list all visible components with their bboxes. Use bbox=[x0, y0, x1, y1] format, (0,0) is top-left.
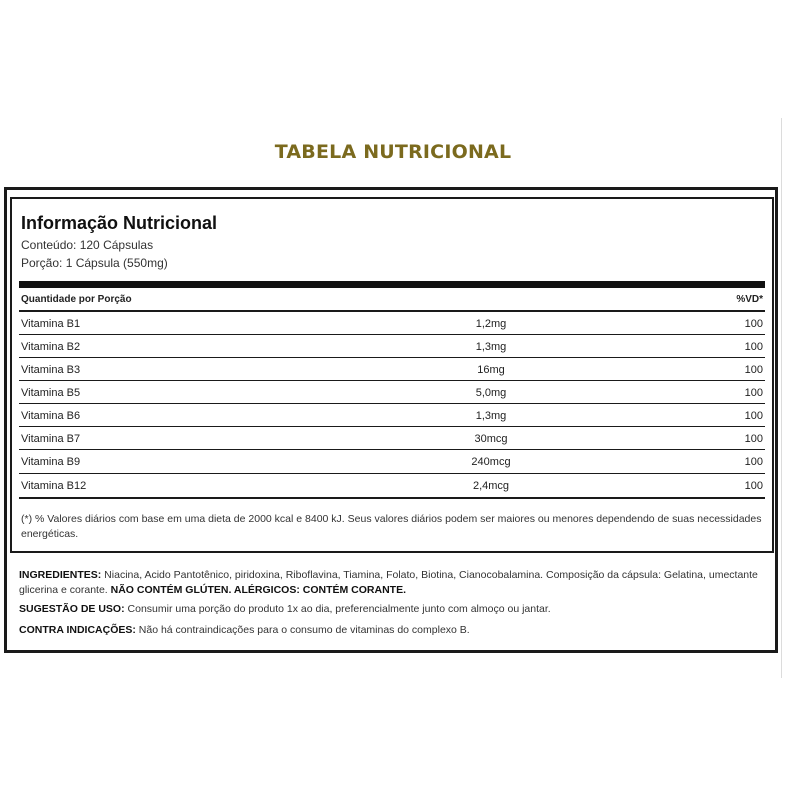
usage-label: SUGESTÃO DE USO: bbox=[19, 603, 125, 615]
edge-line bbox=[781, 118, 782, 678]
table-divider bbox=[19, 357, 765, 358]
header-quantity-per-portion: Quantidade por Porção bbox=[21, 294, 132, 305]
portion-line: Porção: 1 Cápsula (550mg) bbox=[21, 256, 168, 270]
ingredients-label: INGREDIENTES: bbox=[19, 569, 102, 581]
nutrient-amount: 1,3mg bbox=[475, 410, 507, 422]
daily-value-footnote: (*) % Valores diários com base em uma dieta de 2000 kcal e 8400 kJ. Seus valores diários podem ser maiores ou menores dependendo de suas necessidades energéticas. bbox=[21, 513, 762, 540]
usage-section bbox=[19, 602, 771, 617]
page-title: TABELA NUTRICIONAL bbox=[274, 141, 512, 163]
table-row bbox=[21, 382, 763, 404]
table-divider bbox=[19, 473, 765, 474]
nutrient-amount: 16mg bbox=[477, 364, 505, 376]
nutrient-vd: 100 bbox=[744, 318, 763, 330]
nutrient-name: Vitamina B7 bbox=[21, 433, 81, 445]
table-row bbox=[21, 336, 763, 358]
table-divider bbox=[19, 310, 765, 312]
ingredients-section bbox=[19, 568, 771, 598]
nutrient-vd: 100 bbox=[744, 410, 763, 422]
nutrient-amount: 240mcg bbox=[471, 456, 511, 468]
nutrient-name: Vitamina B2 bbox=[21, 341, 81, 353]
ingredients-text: Niacina, Acido Pantotênico, piridoxina, Riboflavina, Tiamina, Folato, Biotina, Cianocobalamina. Composição da cápsula: Gelatina, umectante glicerina e corante. bbox=[19, 569, 758, 596]
table-divider bbox=[19, 403, 765, 404]
table-divider bbox=[19, 380, 765, 381]
nutrient-amount: 1,3mg bbox=[475, 341, 507, 353]
nutrient-name: Vitamina B9 bbox=[21, 456, 81, 468]
usage-text: Consumir uma porção do produto 1x ao dia, preferencialmente junto com almoço ou jantar. bbox=[124, 603, 551, 615]
table-row bbox=[21, 405, 763, 427]
table-row bbox=[21, 359, 763, 381]
nutrient-amount: 2,4mcg bbox=[472, 480, 510, 492]
nutrient-name: Vitamina B3 bbox=[21, 364, 81, 376]
nutrient-name: Vitamina B12 bbox=[21, 480, 87, 492]
table-divider bbox=[19, 334, 765, 335]
nutrient-name: Vitamina B6 bbox=[21, 410, 81, 422]
table-row bbox=[21, 428, 763, 450]
contraindications-label: CONTRA INDICAÇÕES: bbox=[19, 624, 136, 636]
table-row bbox=[21, 475, 763, 497]
thick-divider bbox=[19, 281, 765, 288]
nutrient-vd: 100 bbox=[744, 433, 763, 445]
table-divider bbox=[19, 497, 765, 499]
nutrient-vd: 100 bbox=[744, 364, 763, 376]
nutrient-amount: 5,0mg bbox=[475, 387, 507, 399]
table-row bbox=[21, 451, 763, 473]
contraindications-section bbox=[19, 623, 771, 638]
table-header-row bbox=[21, 289, 763, 311]
content-line: Conteúdo: 120 Cápsulas bbox=[21, 238, 154, 252]
header-daily-value: %VD* bbox=[736, 294, 763, 305]
nutrition-info-title: Informação Nutricional bbox=[21, 213, 218, 233]
nutrient-vd: 100 bbox=[744, 341, 763, 353]
table-divider bbox=[19, 426, 765, 427]
nutrient-vd: 100 bbox=[744, 480, 763, 492]
nutrient-amount: 1,2mg bbox=[475, 318, 507, 330]
table-row bbox=[21, 313, 763, 335]
table-divider bbox=[19, 449, 765, 450]
nutrient-vd: 100 bbox=[744, 456, 763, 468]
nutrient-name: Vitamina B1 bbox=[21, 318, 81, 330]
allergen-warning: NÃO CONTÉM GLÚTEN. ALÉRGICOS: CONTÉM CORANTE. bbox=[110, 584, 406, 596]
nutrient-vd: 100 bbox=[744, 387, 763, 399]
nutrient-name: Vitamina B5 bbox=[21, 387, 81, 399]
nutrient-amount: 30mcg bbox=[474, 433, 508, 445]
contraindications-text: Não há contraindicações para o consumo de vitaminas do complexo B. bbox=[135, 624, 470, 636]
